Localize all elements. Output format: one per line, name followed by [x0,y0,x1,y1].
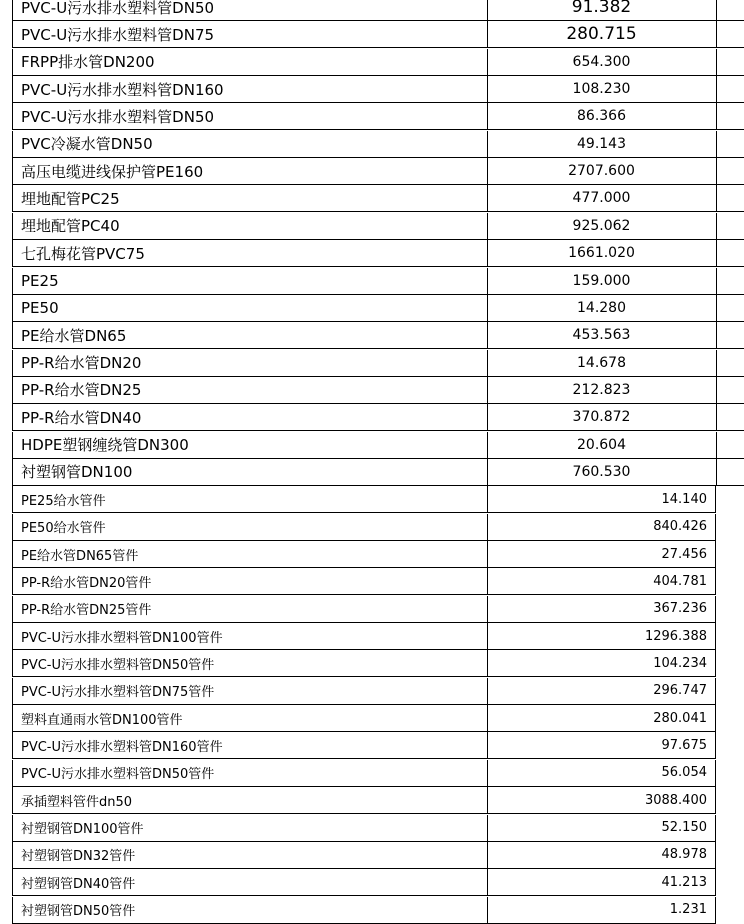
item-value-cell[interactable]: 296.747 [487,678,716,705]
item-value-cell[interactable]: 97.675 [487,732,716,759]
item-value-cell[interactable]: 212.823 [487,377,717,404]
item-name-cell[interactable]: PP-R给水管DN25 [12,377,488,404]
table-row [0,49,744,76]
empty-cell[interactable] [716,131,744,158]
empty-cell[interactable] [716,432,744,459]
table-row [0,787,744,814]
item-value-cell[interactable]: 925.062 [487,213,717,240]
table-row [0,185,744,212]
item-name-cell[interactable]: PP-R给水管DN20管件 [12,568,488,595]
item-value-cell[interactable]: 41.213 [487,869,716,896]
table-row [0,678,744,705]
table-row [0,842,744,869]
table-row [0,815,744,842]
empty-cell[interactable] [716,240,744,267]
empty-cell[interactable] [716,0,744,21]
item-value-cell[interactable]: 108.230 [487,76,717,103]
item-value-cell[interactable]: 453.563 [487,322,717,349]
table-row [0,897,744,924]
empty-cell[interactable] [716,268,744,295]
empty-cell[interactable] [716,295,744,322]
table-row [0,541,744,568]
item-name-cell[interactable]: 衬塑钢管DN100 [12,459,488,486]
item-value-cell[interactable]: 56.054 [487,760,716,787]
table-row [0,514,744,541]
empty-cell[interactable] [716,322,744,349]
item-name-cell[interactable]: PE50给水管件 [12,514,488,541]
table-row [0,650,744,677]
table-row [0,268,744,295]
table-row [0,76,744,103]
table-row [0,295,744,322]
item-value-cell[interactable]: 280.715 [487,21,717,48]
item-name-cell[interactable]: 高压电缆进线保护管PE160 [12,158,488,185]
empty-cell[interactable] [716,350,744,377]
empty-cell[interactable] [716,404,744,431]
table-row [0,705,744,732]
item-value-cell[interactable]: 1296.388 [487,623,716,650]
item-name-cell[interactable]: PVC-U污水排水塑料管DN100管件 [12,623,488,650]
empty-cell[interactable] [716,158,744,185]
table-row [0,21,744,48]
item-value-cell[interactable]: 86.366 [487,103,717,130]
empty-cell[interactable] [716,76,744,103]
item-name-cell[interactable]: PVC-U污水排水塑料管DN160 [12,76,488,103]
item-name-cell[interactable]: PE25给水管件 [12,486,488,513]
item-name-cell[interactable]: 衬塑钢管DN32管件 [12,842,488,869]
empty-cell[interactable] [716,377,744,404]
item-name-cell[interactable]: PVC-U污水排水塑料管DN160管件 [12,732,488,759]
item-value-cell[interactable]: 3088.400 [487,787,716,814]
table-row [0,623,744,650]
item-value-cell[interactable]: 14.280 [487,295,717,322]
table-row [0,459,744,486]
table-row [0,596,744,623]
item-name-cell[interactable]: PVC冷凝水管DN50 [12,131,488,158]
item-value-cell[interactable]: 2707.600 [487,158,717,185]
item-name-cell[interactable]: PE给水管DN65 [12,322,488,349]
item-name-cell[interactable]: 七孔梅花管PVC75 [12,240,488,267]
item-value-cell[interactable]: 654.300 [487,49,717,76]
empty-cell[interactable] [716,21,744,48]
item-value-cell[interactable]: 370.872 [487,404,717,431]
table-row [0,322,744,349]
item-value-cell[interactable]: 48.978 [487,842,716,869]
item-value-cell[interactable]: 159.000 [487,268,717,295]
item-value-cell[interactable]: 367.236 [487,596,716,623]
item-value-cell[interactable]: 49.143 [487,131,717,158]
table-row [0,240,744,267]
item-value-cell[interactable]: 760.530 [487,459,717,486]
item-value-cell[interactable]: 104.234 [487,650,716,677]
item-value-cell[interactable]: 404.781 [487,568,716,595]
item-name-cell[interactable]: PP-R给水管DN40 [12,404,488,431]
item-name-cell[interactable]: 塑料直通雨水管DN100管件 [12,705,488,732]
empty-cell[interactable] [716,103,744,130]
item-value-cell[interactable]: 477.000 [487,185,717,212]
item-value-cell[interactable]: 14.140 [487,486,716,513]
table-row [0,0,744,21]
item-value-cell[interactable]: 27.456 [487,541,716,568]
table-row [0,869,744,896]
empty-cell[interactable] [716,185,744,212]
item-name-cell[interactable]: 埋地配管PC25 [12,185,488,212]
item-name-cell[interactable]: 衬塑钢管DN100管件 [12,815,488,842]
table-row [0,131,744,158]
empty-cell[interactable] [716,459,744,486]
table-row [0,404,744,431]
table-row [0,158,744,185]
item-name-cell[interactable]: 承插塑料管件dn50 [12,787,488,814]
item-name-cell[interactable]: PVC-U污水排水塑料管DN75 [12,21,488,48]
item-name-cell[interactable]: PVC-U污水排水塑料管DN75管件 [12,678,488,705]
table-row [0,432,744,459]
table-row [0,213,744,240]
item-value-cell[interactable]: 840.426 [487,514,716,541]
item-name-cell[interactable]: PE50 [12,295,488,322]
table-row [0,377,744,404]
table-row [0,486,744,513]
item-name-cell[interactable]: PE给水管DN65管件 [12,541,488,568]
item-value-cell[interactable]: 1661.020 [487,240,717,267]
item-value-cell[interactable]: 280.041 [487,705,716,732]
item-name-cell[interactable]: 衬塑钢管DN50管件 [12,897,488,924]
table-row [0,568,744,595]
item-name-cell[interactable]: PVC-U污水排水塑料管DN50 [12,103,488,130]
item-name-cell[interactable]: PP-R给水管DN20 [12,350,488,377]
item-name-cell[interactable]: 衬塑钢管DN40管件 [12,869,488,896]
item-value-cell[interactable]: 20.604 [487,432,717,459]
item-value-cell[interactable]: 52.150 [487,815,716,842]
table-row [0,103,744,130]
item-name-cell[interactable]: PVC-U污水排水塑料管DN50管件 [12,650,488,677]
item-name-cell[interactable]: PE25 [12,268,488,295]
table-row [0,732,744,759]
item-name-cell[interactable]: 埋地配管PC40 [12,213,488,240]
table-row [0,350,744,377]
empty-cell[interactable] [716,49,744,76]
item-name-cell[interactable]: PVC-U污水排水塑料管DN50 [12,0,488,21]
table-row [0,760,744,787]
item-value-cell[interactable]: 1.231 [487,897,716,924]
item-value-cell[interactable]: 14.678 [487,350,717,377]
empty-cell[interactable] [716,213,744,240]
item-name-cell[interactable]: FRPP排水管DN200 [12,49,488,76]
item-value-cell[interactable]: 91.382 [487,0,717,21]
item-name-cell[interactable]: HDPE塑钢缠绕管DN300 [12,432,488,459]
item-name-cell[interactable]: PVC-U污水排水塑料管DN50管件 [12,760,488,787]
item-name-cell[interactable]: PP-R给水管DN25管件 [12,596,488,623]
